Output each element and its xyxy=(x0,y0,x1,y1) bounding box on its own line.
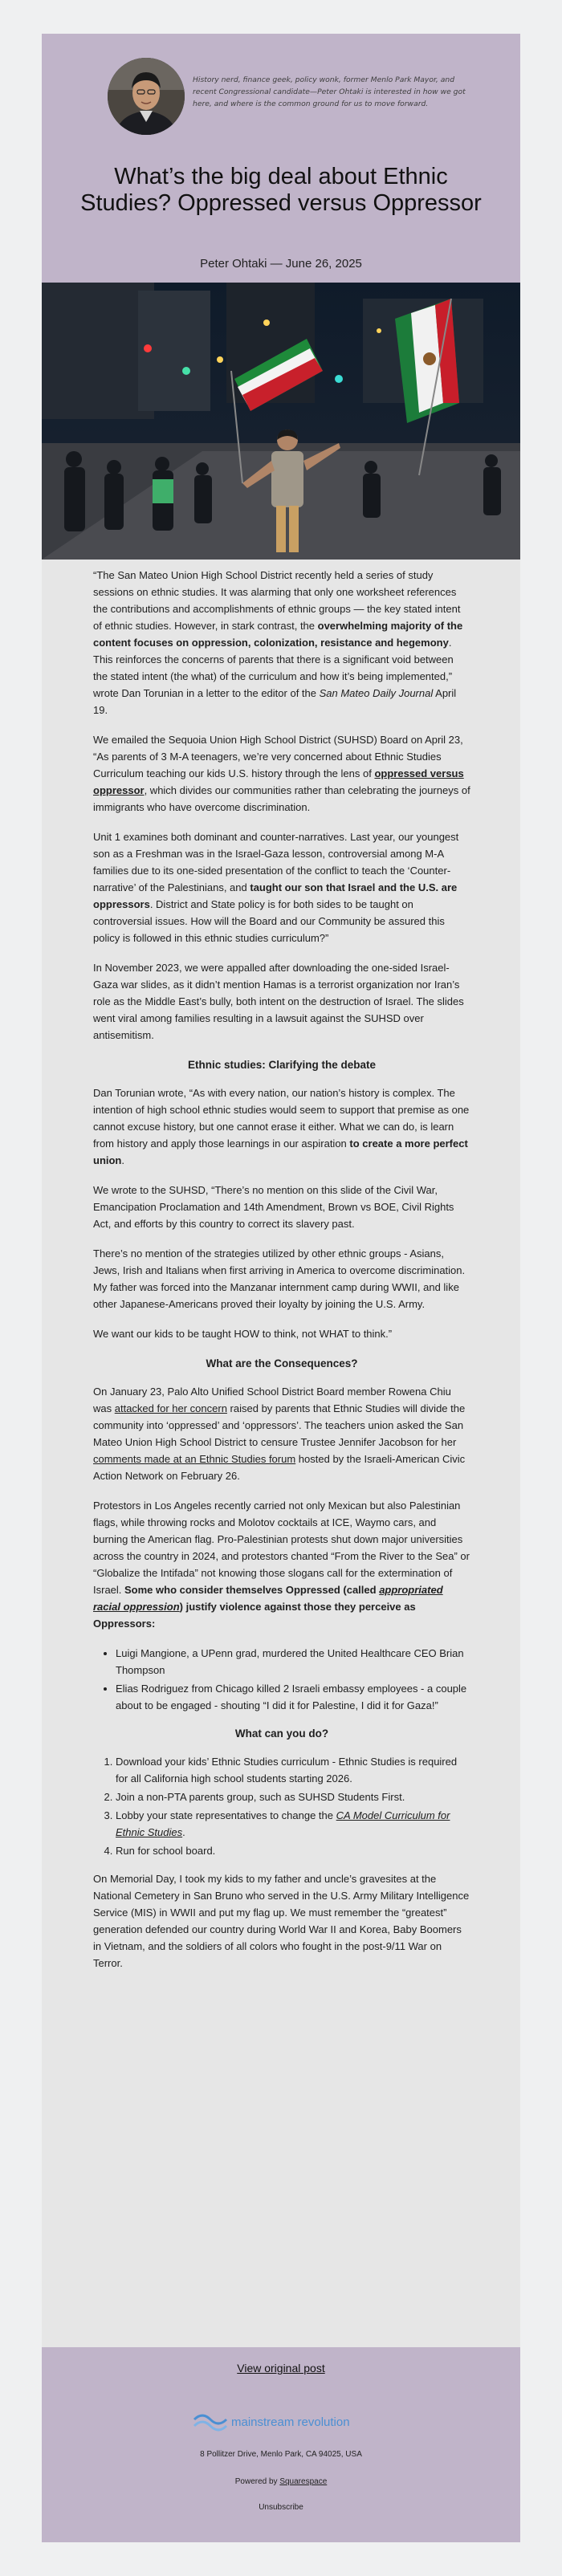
powered-by: Powered by Squarespace xyxy=(234,2477,328,2486)
oppressed-link[interactable]: oppressed versus oppressor xyxy=(93,767,464,796)
author-avatar xyxy=(108,58,185,135)
paragraph-6: We wrote to the SUHSD, “There’s no mention on this slide of the Civil War, Emancipation Proclamation and 14th Amendment, Brown vs BOE, Civil Rights Act, and efforts by this country to correct its slavery past. xyxy=(93,1184,454,1230)
list-item: 2. Join a non-PTA parents group, such as SUHSD Students First. xyxy=(116,1789,470,1805)
list-item: • Luigi Mangione, a UPenn grad, murdered the United Healthcare CEO Brian Thompson xyxy=(116,1645,470,1679)
perpetrator-list xyxy=(116,1645,470,1714)
newspaper-name: San Mateo Daily Journal xyxy=(319,687,434,699)
footer-section xyxy=(42,2347,520,2542)
list-item: • Elias Rodriguez from Chicago killed 2 Israeli embassy employees - a couple about to be engaged - shouting “I did it for Palestine, I did it for Gaza!” xyxy=(116,1680,470,1714)
header-section xyxy=(42,34,520,283)
paragraph-7: There’s no mention of the strategies utilized by other ethnic groups - Asians, Jews, Irish and Italians when first arriving in America to overcome discrimination. My father was forced into the Manzanar internment camp during WWII, and like other Japanese-Americans proved their loyalty by joining the U.S. Army. xyxy=(93,1247,466,1310)
article-byline: Peter Ohtaki — June 26, 2025 xyxy=(200,257,362,271)
section-heading-consequences: What are the Consequences? xyxy=(206,1357,358,1369)
article-title: What’s the big deal about Ethnic Studies? Oppressed versus Oppressor xyxy=(80,164,482,216)
paragraph-9: On January 23, Palo Alto Unified School District Board member Rowena Chiu was attacked for her concern raised by parents that Ethnic Studies will divide the community into ‘oppressed’ and ‘oppressors’. The teachers union asked the San Mateo Union High School District to censure Trustee Jennifer Jacobson for her comments made at an Ethnic Studies forum hosted by the Israeli-American Civic Action Network on February 26. xyxy=(93,1386,466,1482)
paragraph-8: We want our kids to be taught HOW to think, not WHAT to think.” xyxy=(93,1328,393,1340)
forum-comments-link[interactable]: comments made at an Ethnic Studies forum xyxy=(93,1453,296,1465)
section-heading-clarifying: Ethnic studies: Clarifying the debate xyxy=(187,1059,377,1071)
action-list xyxy=(116,1753,470,1859)
paragraph-4: In November 2023, we were appalled after downloading the one-sided Israel-Gaza war slides, as it didn’t mention Hamas is a terrorist organization nor Iran’s role as the Middle East’s bully, both intent on the destruction of Israel. The slides went viral among families resulting in a lawsuit against the SUHSD over antisemitism. xyxy=(93,962,464,1041)
mailing-address: 8 Pollitzer Drive, Menlo Park, CA 94025, USA xyxy=(200,2450,362,2459)
article-body xyxy=(93,567,470,1984)
appropriated-oppression-link[interactable]: appropriated racial oppression xyxy=(93,1584,443,1613)
list-item: 3. Lobby your state representatives to change the CA Model Curriculum for Ethnic Studies. xyxy=(116,1807,470,1841)
section-heading-actions: What can you do? xyxy=(234,1728,329,1740)
unsubscribe-link[interactable]: Unsubscribe xyxy=(259,2503,303,2512)
view-original-link[interactable]: View original post xyxy=(237,2362,325,2375)
model-curriculum-link[interactable]: CA Model Curriculum for Ethnic Studies xyxy=(116,1809,450,1838)
list-item: 1. Download your kids’ Ethnic Studies curriculum - Ethnic Studies is required for all California high school students starting 2026. xyxy=(116,1753,470,1787)
paragraph-10: Protestors in Los Angeles recently carried not only Mexican but also Palestinian flags, while throwing rocks and Molotov cocktails at ICE, Waymo cars, and burning the American flag. Pro-Palestinian protests shut down major universities across the country in 2024, and protestors chanted “From the River to the Sea” or “Globalize the Intifada” not knowing those slogans call for the extermination of Israel. Some who consider themselves Oppressed (called appropriated racial oppression) justify violence against those they perceive as Oppressors: xyxy=(93,1500,470,1630)
attacked-link[interactable]: attacked for her concern xyxy=(114,1402,227,1414)
mainstream-revolution-logo[interactable] xyxy=(193,2403,369,2436)
list-item: 4. Run for school board. xyxy=(116,1842,470,1859)
paragraph-1: “The San Mateo Union High School District recently held a series of study sessions on ethnic studies. It was alarming that only one worksheet references the contributions and accomplishments of ethnic groups — the key stated intent of ethnic studies. However, in stark contrast, the overwhelming majority of the content focuses on oppression, colonization, resistance and hegemony. This reinforces the concerns of parents that there is a significant void between the stated intent (the what) of the curriculum and how it’s being implemented,” wrote Dan Torunian in a letter to the editor of the San Mateo Daily Journal April 19. xyxy=(93,569,463,716)
protest-photo xyxy=(42,283,520,560)
squarespace-link[interactable]: Squarespace xyxy=(279,2477,328,2486)
paragraph-3: Unit 1 examines both dominant and counter-narratives. Last year, our youngest son as a Freshman was in the Israel-Gaza lesson, controversial among M-A families due to its one-sided presentation of the conflict to teach the ‘Counter-narrative’ of the Palestinians, and taught our son that Israel and the U.S. are oppressors. District and State policy is for both sides to be taught on controversial issues. How will the Board and our Community be assured this policy is followed in this ethnic studies curriculum?” xyxy=(93,831,459,944)
author-portrait-icon xyxy=(108,58,185,135)
newsletter-container xyxy=(42,34,520,2542)
paragraph-2: We emailed the Sequoia Union High School District (SUHSD) Board on April 23, “As parents of 3 M-A teenagers, we’re very concerned about Ethnic Studies Curriculum teaching our kids U.S. history through the lens of oppressed versus oppressor, which divides our communities rather than celebrating the journeys of immigrants who have overcome discrimination. xyxy=(93,734,470,813)
logo-text: mainstream revolution xyxy=(231,2415,350,2429)
author-bio: History nerd, finance geek, policy wonk, former Menlo Park Mayor, and recent Congressional candidate—Peter Ohtaki is interested in how we got here, and where is the common ground for us to move forward. xyxy=(193,75,466,108)
paragraph-5: Dan Torunian wrote, “As with every nation, our nation’s history is complex. The intention of high school ethnic studies would seem to support that premise as one cannot excuse history, but one cannot erase it either. What we can do, is learn from history and apply those learnings in our aspiration to create a more perfect union. xyxy=(93,1087,470,1166)
paragraph-11: On Memorial Day, I took my kids to my father and uncle’s gravesites at the National Cemetery in San Bruno who served in the U.S. Army Military Intelligence Service (MIS) in WWII and put my flag up. We must remember the “greatest” generation defended our country during World War II and Korea, Baby Boomers in Vietnam, and the soldiers of all colors who fought in the post-9/11 War on Terror. xyxy=(93,1873,470,1969)
